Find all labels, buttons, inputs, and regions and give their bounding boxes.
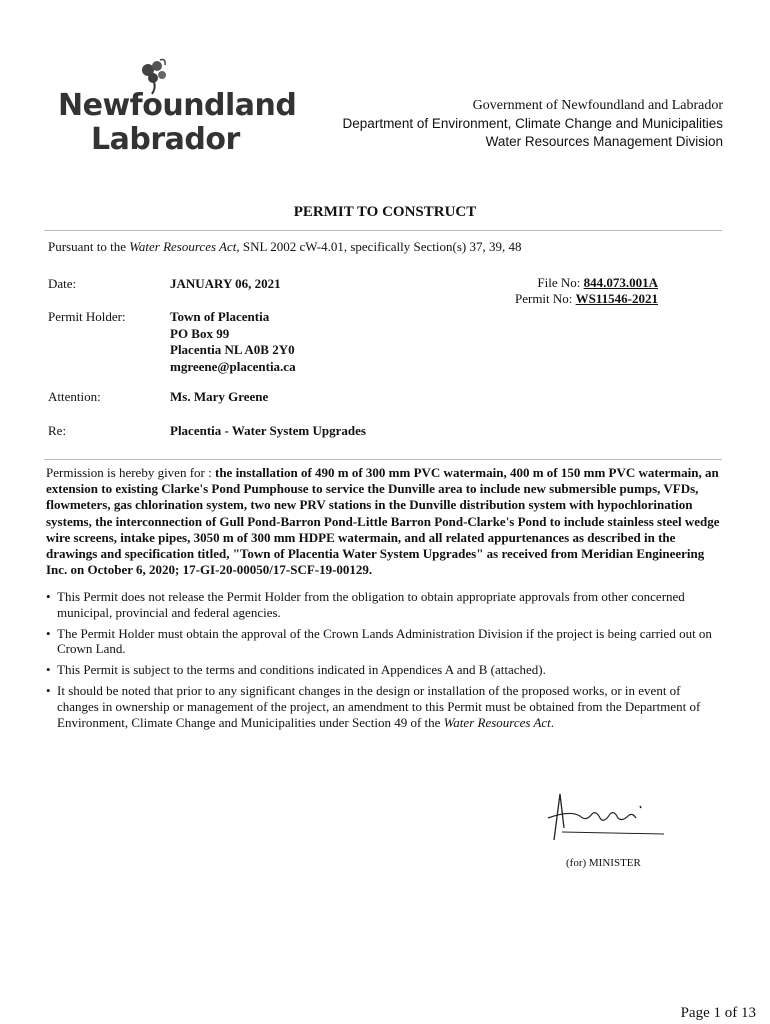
list-item	[46, 683, 722, 730]
re-label: Re:	[48, 423, 67, 438]
attention-value: Ms. Mary Greene	[170, 389, 269, 404]
re-value: Placentia - Water System Upgrades	[170, 423, 366, 438]
date-label: Date:	[48, 276, 77, 291]
list-item	[46, 589, 722, 621]
condition-text: The Permit Holder must obtain the approval of the Crown Lands Administration Division if the project is being carried out on Crown Land.	[57, 625, 712, 657]
list-item	[46, 662, 722, 678]
file-no-value: 844.073.001A	[583, 275, 658, 290]
title-divider	[44, 230, 722, 231]
condition-text: This Permit does not release the Permit Holder from the obligation to obtain appropriate approvals from other concerned municipal, provincial and federal agencies.	[57, 589, 685, 620]
pursuant-prefix: Pursuant to the	[48, 239, 130, 254]
permission-statement	[46, 465, 722, 578]
holder-name: Town of Placentia	[170, 309, 270, 324]
condition-text-end: .	[550, 714, 555, 730]
permit-holder-address	[170, 309, 296, 375]
logo-text-labrador: Labrador	[91, 122, 240, 157]
permission-body: the installation of 490 m of 300 mm PVC watermain, 400 m of 150 mm PVC watermain, an extension to existing Clarke's Pond Pumphouse to service the Dunville area to include new submersible pumps, VFDs, flowmeters, gas chlorination system, two new PRV stations in the Dunville distribution system with hypochlorination systems, the interconnection of Gull Pond-Barron Pond-Little Barron Pond-Clarke's Pond to include stainless steel wedge wire screens, intake pipes, 3050 m of 300 mm HDPE watermain, and all related appurtenances as described in the drawings and specification titled, "Town of Placentia Water System Upgrades" as received from Meridian Engineering Inc. on October 6, 2020; 17-GI-20-00050/17-SCF-19-00129.	[46, 465, 720, 578]
holder-city-postal: Placentia NL A0B 2Y0	[170, 342, 295, 357]
holder-po-box: PO Box 99	[170, 325, 230, 341]
list-item	[46, 626, 722, 658]
permit-holder-label: Permit Holder:	[48, 309, 126, 324]
holder-email: mgreene@placentia.ca	[170, 358, 296, 374]
bullet-marker: •	[46, 662, 51, 678]
permission-intro: Permission is hereby given for :	[46, 465, 215, 480]
bullet-marker: •	[46, 589, 51, 604]
permit-no-label: Permit No:	[514, 291, 573, 306]
bullet-marker: •	[46, 682, 51, 698]
date-value: JANUARY 06, 2021	[170, 276, 281, 291]
condition-text: This Permit is subject to the terms and conditions indicated in Appendices A and B (attached).	[57, 662, 546, 678]
logo-text-newfoundland: Newfoundland	[58, 88, 297, 123]
condition-text: It should be noted that prior to any significant changes in the design or installation of the proposed works, or in event of changes in ownership or management of the project, an amendment to this Permit must be obtained from the Department of Environment, Climate Change and Municipalities under Section 49 of the	[57, 682, 701, 730]
file-permit-numbers	[515, 275, 658, 307]
bullet-marker: •	[46, 625, 51, 641]
government-name: Government of Newfoundland and Labrador	[472, 98, 723, 113]
department-name: Department of Environment, Climate Change and Municipalities	[342, 116, 723, 131]
pursuant-suffix: , SNL 2002 cW-4.01, specifically Section(s) 37, 39, 48	[236, 239, 522, 254]
pursuant-statement	[48, 239, 521, 255]
government-header	[343, 97, 723, 151]
newfoundland-labrador-logo	[56, 56, 297, 157]
signature-caption: (for) MINISTER	[566, 857, 641, 869]
document-title: PERMIT TO CONSTRUCT	[293, 204, 477, 220]
minister-signature	[540, 788, 670, 848]
permit-no-value: WS11546-2021	[575, 291, 658, 306]
act-name: Water Resources Act	[129, 239, 237, 254]
act-name: Water Resources Act	[443, 714, 551, 730]
page-number: Page 1 of 13	[680, 1005, 756, 1021]
fields-divider	[44, 459, 722, 460]
file-no-label: File No:	[537, 275, 581, 290]
attention-label: Attention:	[48, 389, 101, 404]
division-name: Water Resources Management Division	[485, 134, 723, 149]
conditions-list	[46, 589, 722, 735]
